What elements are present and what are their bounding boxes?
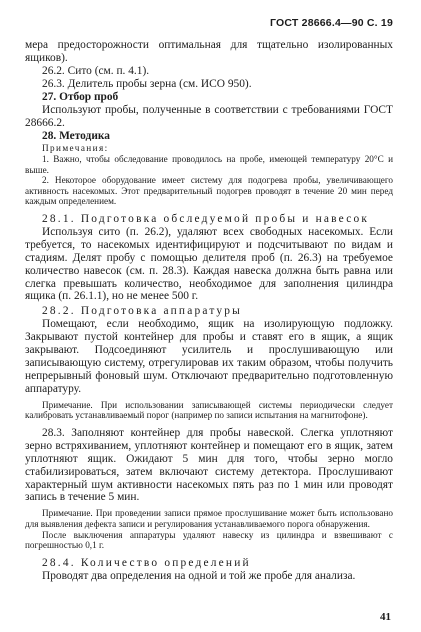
item-26-2: 26.2. Сито (см. п. 4.1). — [42, 64, 150, 77]
section-28-4-text: Проводят два определения на одной и той же пробе для анализа. — [42, 569, 356, 582]
section-27-title: 27. Отбор проб — [42, 91, 119, 104]
paragraph-continuation: мера предосторожности оптимальная для тщательно изолированных ящиков). — [25, 39, 393, 64]
notes-title: Примечания: — [42, 143, 109, 154]
section-28-4-title: 28.4. Количество определений — [42, 556, 251, 569]
section-28-title: 28. Методика — [42, 130, 110, 143]
section-28-1-title: 28.1. Подготовка обследуемой пробы и навесок — [42, 213, 370, 225]
note-4: Примечание. При проведении записи прямое прослушивание может быть использовано для выявления дефекта записи и регулирования устанавливаемого порога обнаружения. — [25, 508, 393, 529]
section-28-1-text: Используя сито (п. 26.2), удаляют всех свободных насекомых. Если требуется, то насекомых идентифицируют и подсчитывают по видам и стадиям. Делят пробу с помощью делителя проб (п. 26.3) на требуемое количество навесок (см. п. 28.3). Каждая навеска должна быть равна или слегка превышать количество, необходимое для заполнения цилиндра ящика (п. 26.1.1), но не менее 500 г. — [25, 225, 393, 303]
page-header: ГОСТ 28666.4—90 С. 19 — [270, 17, 393, 29]
note-3: Примечание. При использовании записывающей системы периодически следует калибровать устанавливаемый порог (например по записи испытания на магнитофоне). — [25, 399, 393, 421]
note-2: 2. Некоторое оборудование имеет систему для подогрева пробы, увеличивающего активность насекомых. Этот предварительный подогрев проводят в течение 20 мин перед каждым определением. — [25, 175, 393, 207]
page-number: 41 — [380, 611, 391, 623]
note-5: После выключения аппаратуры удаляют навеску из цилиндра и взвешивают с погрешностью 0,1 г. — [25, 529, 393, 551]
section-27-text: Используют пробы, полученные в соответствии с требованиями ГОСТ 28666.2. — [25, 104, 393, 130]
page-body — [25, 39, 393, 583]
item-26-3: 26.3. Делитель пробы зерна (см. ИСО 950). — [42, 78, 252, 91]
section-28-3-text: 28.3. Заполняют контейнер для пробы навеской. Слегка уплотняют зерно встряхиванием, уплотняют контейнер и помещают его в ящик, затем уплотняют ящик. Ожидают 5 мин для того, чтобы зерно могло стабилизироваться, затем включают систему детектора. Прослушивают характерный шум активности насекомых пять раз по 1 мин или проводят запись в течение 5 мин. — [25, 426, 393, 504]
section-28-2-title: 28.2. Подготовка аппаратуры — [42, 305, 242, 318]
note-1: 1. Важно, чтобы обследование проводилось на пробе, имеющей температуру 20°С и выше. — [25, 154, 393, 175]
section-28-2-text: Помещают, если необходимо, ящик на изолирующую подложку. Закрывают пустой контейнер для пробы и ставят его в ящик, а ящик закрывают. Подсоединяют усилитель и прослушивающую или записывающую систему, отрегулировав их таким образом, чтобы получить непрерывный фоновый шум. Отключают предварительно подготовленную аппаратуру. — [25, 318, 393, 395]
